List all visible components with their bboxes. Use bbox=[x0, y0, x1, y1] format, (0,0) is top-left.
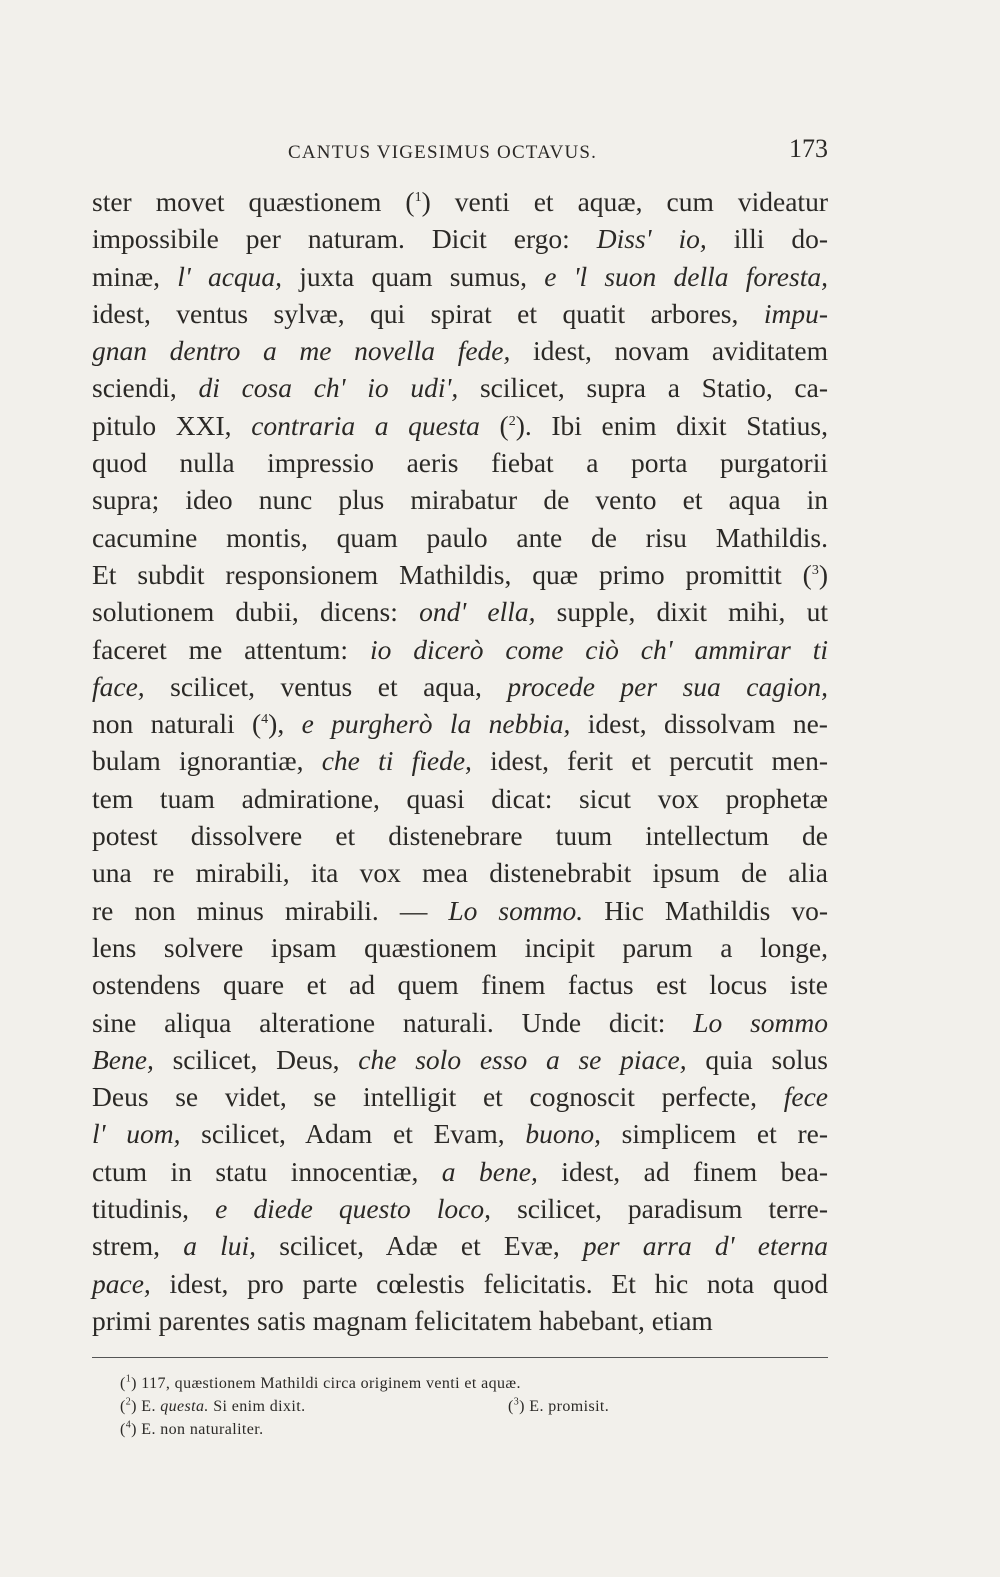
text-run: illi do- bbox=[706, 223, 828, 255]
text-line bbox=[92, 929, 828, 966]
footnote bbox=[508, 1395, 609, 1418]
text-line bbox=[92, 519, 828, 556]
text-run: idest, ad finem bea- bbox=[537, 1155, 828, 1187]
text-run: supra; ideo nunc plus mirabatur de vento et aqua in bbox=[92, 484, 828, 516]
footnote-line bbox=[120, 1395, 820, 1418]
text-run: ) E. promisit. bbox=[519, 1398, 610, 1415]
italic-text: e purgherò la nebbia, bbox=[301, 708, 571, 740]
text-run: idest, novam aviditatem bbox=[510, 335, 828, 367]
footnote-ref: 4 bbox=[125, 1419, 132, 1431]
footnote bbox=[120, 1398, 306, 1415]
text-line bbox=[92, 1302, 828, 1339]
text-line bbox=[92, 1041, 828, 1078]
italic-text: e diede questo loco, bbox=[215, 1193, 492, 1225]
footnote-rule bbox=[92, 1357, 828, 1358]
text-line bbox=[92, 481, 828, 518]
text-run: ) E. bbox=[131, 1398, 161, 1415]
text-run: non naturali ( bbox=[92, 708, 262, 740]
text-line bbox=[92, 220, 828, 257]
text-run: pitulo XXI, bbox=[92, 409, 252, 441]
text-line bbox=[92, 1004, 828, 1041]
text-run: impossibile per naturam. Dicit ergo: bbox=[92, 223, 597, 255]
text-run: titudinis, bbox=[92, 1193, 216, 1225]
text-run: Deus se videt, se intelligit et cognoscit perfecte, bbox=[92, 1081, 784, 1113]
italic-text: che ti fiede, bbox=[321, 745, 472, 777]
text-line bbox=[92, 1078, 828, 1115]
italic-text: Lo sommo bbox=[693, 1006, 829, 1038]
footnotes bbox=[120, 1372, 820, 1441]
italic-text: per arra d' eterna bbox=[582, 1230, 828, 1262]
text-run: sine aliqua alteratione naturali. Unde dicit: bbox=[92, 1006, 694, 1038]
text-run: ), bbox=[268, 708, 302, 740]
text-run: idest, dissolvam ne- bbox=[570, 708, 828, 740]
text-line bbox=[92, 332, 828, 369]
text-line bbox=[92, 295, 828, 332]
italic-text: pace, bbox=[92, 1267, 151, 1299]
text-run: ( bbox=[120, 1398, 126, 1415]
text-run: ) E. non naturaliter. bbox=[131, 1421, 264, 1438]
text-run: scilicet, supra a Statio, ca- bbox=[458, 372, 828, 404]
text-run: tem tuam admiratione, quasi dicat: sicut vox prophetæ bbox=[92, 782, 828, 814]
italic-text: Bene, bbox=[92, 1043, 154, 1075]
text-line bbox=[92, 556, 828, 593]
text-run: potest dissolvere et distenebrare tuum intellectum de bbox=[92, 820, 828, 852]
text-run: faceret me attentum: bbox=[92, 633, 370, 665]
italic-text: procede per sua cagion, bbox=[507, 670, 828, 702]
page-number: 173 bbox=[789, 134, 828, 163]
text-run: ) venti et aquæ, cum videatur bbox=[421, 186, 828, 217]
text-run: ster movet quæstionem ( bbox=[92, 186, 415, 217]
text-run: solutionem dubii, dicens: bbox=[92, 596, 420, 628]
italic-text: ond' ella, bbox=[419, 596, 536, 628]
italic-text: l' acqua, bbox=[177, 260, 283, 292]
text-run: scilicet, paradisum terre- bbox=[491, 1193, 828, 1225]
text-run: idest, pro parte cœlestis felicitatis. Et hic nota quod bbox=[150, 1267, 828, 1299]
text-line bbox=[92, 444, 828, 481]
footnote-ref: 1 bbox=[125, 1373, 132, 1385]
footnote-ref: 1 bbox=[414, 189, 422, 205]
italic-text: impu- bbox=[763, 297, 828, 329]
footnote-ref: 2 bbox=[508, 413, 516, 429]
text-run: idest, ferit et percutit men- bbox=[471, 745, 828, 777]
text-run: Et subdit responsionem Mathildis, quæ primo promittit ( bbox=[92, 558, 812, 590]
text-run: cacumine montis, quam paulo ante de risu Mathildis. bbox=[92, 521, 828, 553]
text-run: juxta quam sumus, bbox=[282, 260, 545, 292]
text-run: re non minus mirabili. — bbox=[92, 894, 449, 926]
footnote-line bbox=[120, 1372, 820, 1395]
text-line bbox=[92, 593, 828, 630]
text-run: ( bbox=[120, 1375, 126, 1392]
text-line bbox=[92, 854, 828, 891]
footnote bbox=[120, 1421, 264, 1438]
italic-text: buono, bbox=[525, 1118, 601, 1150]
text-run: idest, ventus sylvæ, qui spirat et quatit arbores, bbox=[92, 297, 764, 329]
footnote-ref: 2 bbox=[125, 1396, 132, 1408]
text-run: primi parentes satis magnam felicitatem habebant, etiam bbox=[92, 1304, 713, 1336]
text-run: ) 117, quæstionem Mathildi circa originem venti et aquæ. bbox=[131, 1375, 521, 1392]
running-head bbox=[92, 134, 828, 170]
text-line bbox=[92, 1265, 828, 1302]
text-line bbox=[92, 742, 828, 779]
italic-text: Lo sommo. bbox=[448, 894, 584, 926]
footnote-ref: 3 bbox=[513, 1396, 520, 1408]
text-run: scilicet, Adam et Evam, bbox=[180, 1118, 526, 1150]
italic-text: che solo esso a se piace, bbox=[358, 1043, 687, 1075]
text-run: lens solvere ipsam quæstionem incipit parum a longe, bbox=[92, 931, 828, 963]
text-run: simplicem et re- bbox=[600, 1118, 828, 1150]
text-run: ) bbox=[818, 558, 828, 590]
text-run: quod nulla impressio aeris fiebat a porta purgatorii bbox=[92, 447, 828, 479]
text-run: ctum in statu innocentiæ, bbox=[92, 1155, 442, 1187]
text-run: ). Ibi enim dixit Statius, bbox=[515, 409, 828, 441]
text-line bbox=[92, 1190, 828, 1227]
text-line bbox=[92, 966, 828, 1003]
italic-text: fece bbox=[783, 1081, 828, 1113]
text-line bbox=[92, 705, 828, 742]
footnote-ref: 4 bbox=[261, 712, 269, 727]
text-run: ( bbox=[508, 1398, 514, 1415]
text-run: bulam ignorantiæ, bbox=[92, 745, 322, 777]
italic-text: l' uom, bbox=[92, 1118, 181, 1150]
italic-text: gnan dentro a me novella fede, bbox=[92, 335, 511, 367]
italic-text: a lui, bbox=[183, 1230, 257, 1262]
footnote-ref: 3 bbox=[811, 562, 819, 578]
text-line bbox=[92, 369, 828, 406]
text-run: scilicet, Deus, bbox=[153, 1043, 359, 1075]
italic-text: contraria a questa bbox=[251, 409, 480, 441]
text-line bbox=[92, 631, 828, 668]
text-run: ( bbox=[479, 409, 509, 441]
footnote bbox=[120, 1375, 521, 1392]
italic-text: e 'l suon della foresta, bbox=[544, 260, 828, 292]
text-line bbox=[92, 668, 828, 705]
text-run: scilicet, Adæ et Evæ, bbox=[256, 1230, 583, 1262]
footnote-line bbox=[120, 1418, 820, 1441]
italic-text: a bene, bbox=[441, 1155, 538, 1187]
text-run: strem, bbox=[92, 1230, 184, 1262]
text-line bbox=[92, 780, 828, 817]
text-line bbox=[92, 407, 828, 444]
text-line bbox=[92, 892, 828, 929]
running-head-title: CANTUS VIGESIMUS OCTAVUS. bbox=[288, 142, 598, 163]
text-run: quia solus bbox=[686, 1043, 828, 1075]
text-line bbox=[92, 817, 828, 854]
text-line bbox=[92, 1227, 828, 1264]
text-line bbox=[92, 183, 828, 220]
italic-text: di cosa ch' io udi', bbox=[198, 372, 459, 404]
text-run: Si enim dixit. bbox=[208, 1398, 306, 1415]
text-line bbox=[92, 258, 828, 295]
text-run: supple, dixit mihi, ut bbox=[535, 596, 828, 628]
text-line bbox=[92, 1115, 828, 1152]
body-text bbox=[92, 183, 828, 1339]
text-run: ostendens quare et ad quem finem factus est locus iste bbox=[92, 969, 828, 1001]
text-run: scilicet, ventus et aqua, bbox=[144, 670, 508, 702]
text-run: Hic Mathildis vo- bbox=[583, 894, 828, 926]
text-run: una re mirabili, ita vox mea distenebrabit ipsum de alia bbox=[92, 857, 828, 889]
text-run: minæ, bbox=[92, 260, 178, 292]
italic-text: face, bbox=[92, 670, 145, 702]
text-line bbox=[92, 1153, 828, 1190]
italic-text: questa. bbox=[160, 1398, 209, 1415]
text-run: ( bbox=[120, 1421, 126, 1438]
text-run: sciendi, bbox=[92, 372, 199, 404]
italic-text: io dicerò come ciò ch' ammirar ti bbox=[369, 633, 828, 665]
italic-text: Diss' io, bbox=[596, 223, 707, 255]
